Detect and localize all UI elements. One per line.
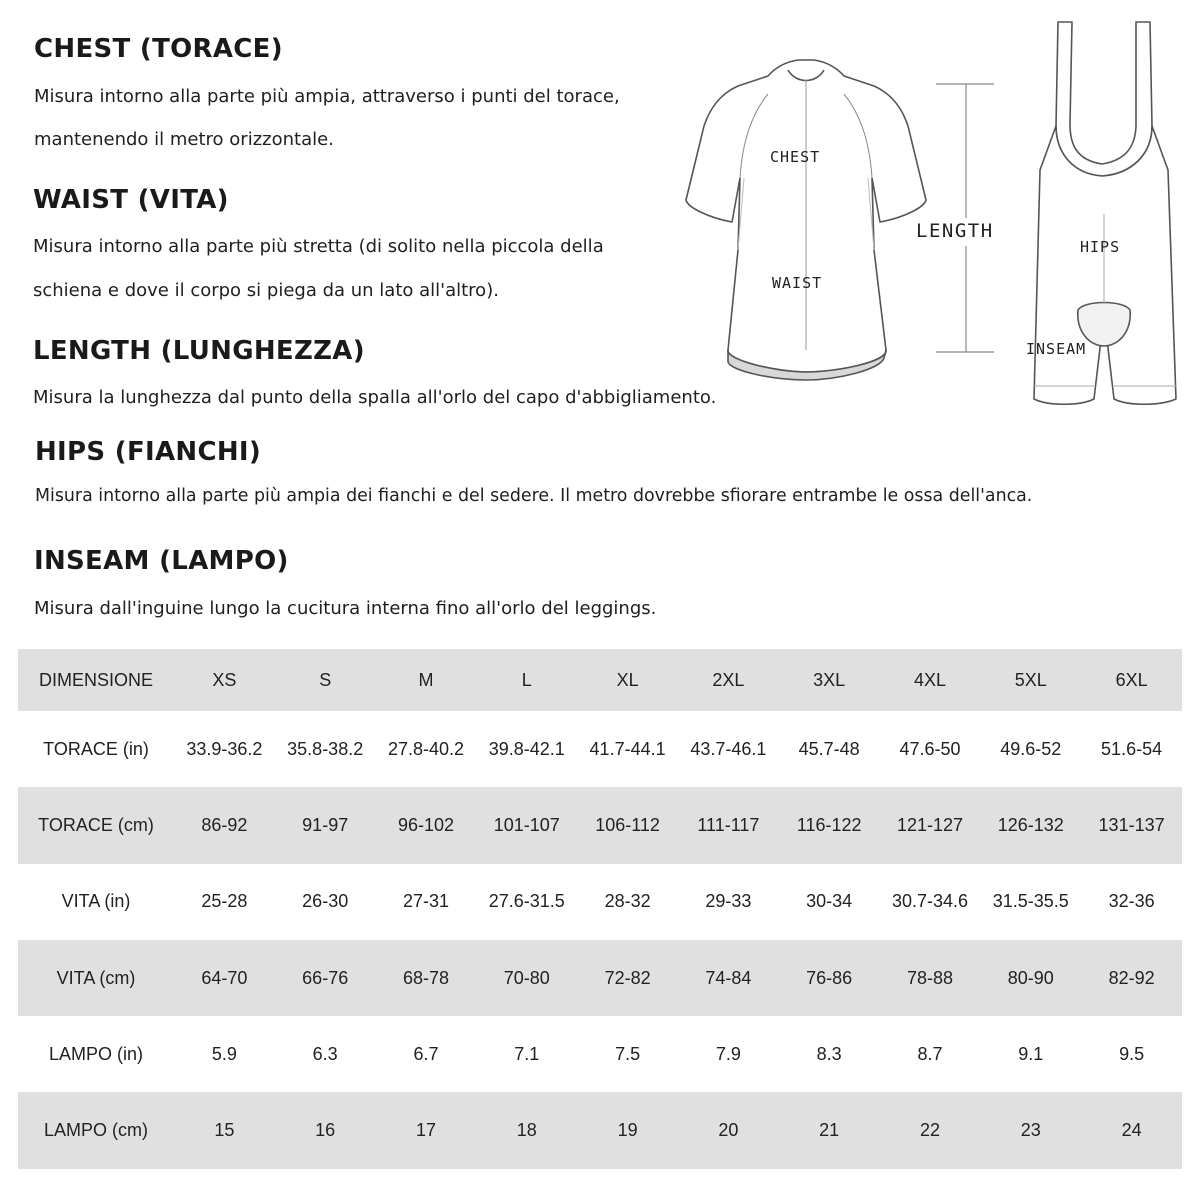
table-cell: 6.3 — [312, 1043, 338, 1064]
table-cell: 8.3 — [816, 1043, 842, 1064]
table-cell: 16 — [315, 1120, 336, 1141]
table-cell: 20 — [718, 1120, 739, 1141]
table-cell: 30.7-34.6 — [891, 891, 968, 912]
table-cell: 116-122 — [796, 814, 862, 835]
table-cell: 7.9 — [715, 1043, 741, 1064]
table-cell: 31.5-35.5 — [992, 891, 1069, 912]
table-cell: 33.9-36.2 — [186, 738, 263, 759]
header-size: 5XL — [1014, 669, 1047, 690]
hips-heading: HIPS (FIANCHI) — [35, 437, 262, 467]
table-cell: 30-34 — [806, 891, 853, 912]
table-cell: 18 — [516, 1120, 537, 1141]
header-dimensione: DIMENSIONE — [38, 669, 153, 690]
row-label: VITA (in) — [61, 891, 131, 912]
inseam-heading: INSEAM (LAMPO) — [34, 546, 289, 576]
table-cell: 47.6-50 — [899, 738, 961, 759]
table-row — [18, 864, 1182, 940]
chest-description-line-2: mantenendo il metro orizzontale. — [34, 129, 334, 150]
table-cell: 126-132 — [997, 814, 1064, 835]
table-cell: 5.9 — [211, 1043, 237, 1064]
row-label: LAMPO (cm) — [43, 1120, 148, 1141]
header-size: 2XL — [712, 669, 745, 690]
table-cell: 29-33 — [705, 891, 752, 912]
table-cell: 32-36 — [1108, 891, 1155, 912]
table-cell: 51.6-54 — [1101, 738, 1163, 759]
hips-description: Misura intorno alla parte più ampia dei fianchi e del sedere. Il metro dovrebbe sfiorare entrambe le ossa dell'anca. — [35, 486, 1033, 506]
bib-straps — [1056, 22, 1152, 176]
inseam-description: Misura dall'inguine lungo la cucitura interna fino all'orlo del leggings. — [34, 598, 657, 619]
table-cell: 74-84 — [705, 967, 752, 988]
table-cell: 24 — [1121, 1120, 1142, 1141]
table-cell: 111-117 — [697, 814, 760, 835]
table-cell: 82-92 — [1108, 967, 1155, 988]
row-label: VITA (cm) — [56, 967, 136, 988]
hips-label: HIPS — [1080, 238, 1121, 256]
table-row — [18, 787, 1182, 863]
table-cell: 7.1 — [514, 1043, 540, 1064]
size-table — [18, 649, 1182, 1169]
length-heading: LENGTH (LUNGHEZZA) — [33, 336, 365, 366]
table-cell: 41.7-44.1 — [589, 738, 666, 759]
chest-label: CHEST — [770, 148, 821, 166]
table-cell: 106-112 — [595, 814, 660, 835]
table-cell: 7.5 — [615, 1043, 641, 1064]
table-row — [18, 1016, 1182, 1092]
table-cell: 76-86 — [806, 967, 853, 988]
header-size: XS — [212, 669, 237, 690]
table-cell: 28-32 — [604, 891, 651, 912]
table-cell: 21 — [819, 1120, 840, 1141]
chest-description-line-1: Misura intorno alla parte più ampia, attraverso i punti del torace, — [34, 86, 620, 107]
table-cell: 86-92 — [201, 814, 248, 835]
table-cell: 96-102 — [397, 814, 455, 835]
table-cell: 25-28 — [201, 891, 248, 912]
table-cell: 9.5 — [1119, 1043, 1145, 1064]
length-label: LENGTH — [916, 220, 994, 242]
size-table-header-row — [18, 649, 1182, 711]
table-cell: 35.8-38.2 — [287, 738, 364, 759]
row-label: TORACE (in) — [43, 738, 149, 759]
table-cell: 6.7 — [413, 1043, 439, 1064]
table-cell: 19 — [617, 1120, 638, 1141]
table-cell: 26-30 — [302, 891, 349, 912]
chest-heading: CHEST (TORACE) — [34, 34, 283, 64]
table-cell: 39.8-42.1 — [488, 738, 565, 759]
table-cell: 68-78 — [402, 967, 450, 988]
table-row — [18, 711, 1182, 787]
waist-heading: WAIST (VITA) — [33, 185, 229, 215]
table-cell: 8.7 — [917, 1043, 943, 1064]
table-cell: 22 — [919, 1120, 940, 1141]
table-cell: 9.1 — [1018, 1043, 1044, 1064]
table-cell: 80-90 — [1007, 967, 1054, 988]
table-row — [18, 940, 1182, 1016]
row-label: TORACE (cm) — [38, 814, 154, 835]
header-size: 6XL — [1115, 669, 1148, 690]
table-cell: 17 — [415, 1120, 436, 1141]
waist-description-line-1: Misura intorno alla parte più stretta (di solito nella piccola della — [33, 236, 604, 257]
bib-shorts-illustration — [1020, 14, 1190, 409]
table-cell: 27.6-31.5 — [488, 891, 565, 912]
header-size: L — [521, 669, 532, 690]
waist-description-line-2: schiena e dove il corpo si piega da un lato all'altro). — [33, 280, 499, 301]
table-cell: 27-31 — [402, 891, 450, 912]
length-description: Misura la lunghezza dal punto della spalla all'orlo del capo d'abbigliamento. — [33, 387, 717, 408]
table-cell: 91-97 — [302, 814, 349, 835]
header-size: XL — [616, 669, 639, 690]
waist-label: WAIST — [772, 274, 823, 292]
table-cell: 78-88 — [906, 967, 953, 988]
table-cell: 27.8-40.2 — [387, 738, 465, 759]
header-size: 3XL — [813, 669, 846, 690]
table-cell: 72-82 — [604, 967, 651, 988]
table-cell: 64-70 — [201, 967, 248, 988]
header-size: M — [418, 669, 434, 690]
table-cell: 121-127 — [896, 814, 963, 835]
table-cell: 70-80 — [503, 967, 550, 988]
table-cell: 15 — [214, 1120, 235, 1141]
jersey-illustration — [680, 50, 1025, 400]
table-cell: 45.7-48 — [798, 738, 860, 759]
table-cell: 43.7-46.1 — [690, 738, 767, 759]
header-size: S — [319, 669, 332, 690]
header-size: 4XL — [913, 669, 946, 690]
table-cell: 131-137 — [1098, 814, 1165, 835]
table-cell: 23 — [1020, 1120, 1041, 1141]
table-cell: 66-76 — [302, 967, 349, 988]
table-cell: 49.6-52 — [1000, 738, 1062, 759]
table-cell: 101-107 — [493, 814, 560, 835]
table-row — [18, 1092, 1182, 1168]
inseam-label: INSEAM — [1026, 340, 1087, 358]
row-label: LAMPO (in) — [48, 1043, 144, 1064]
